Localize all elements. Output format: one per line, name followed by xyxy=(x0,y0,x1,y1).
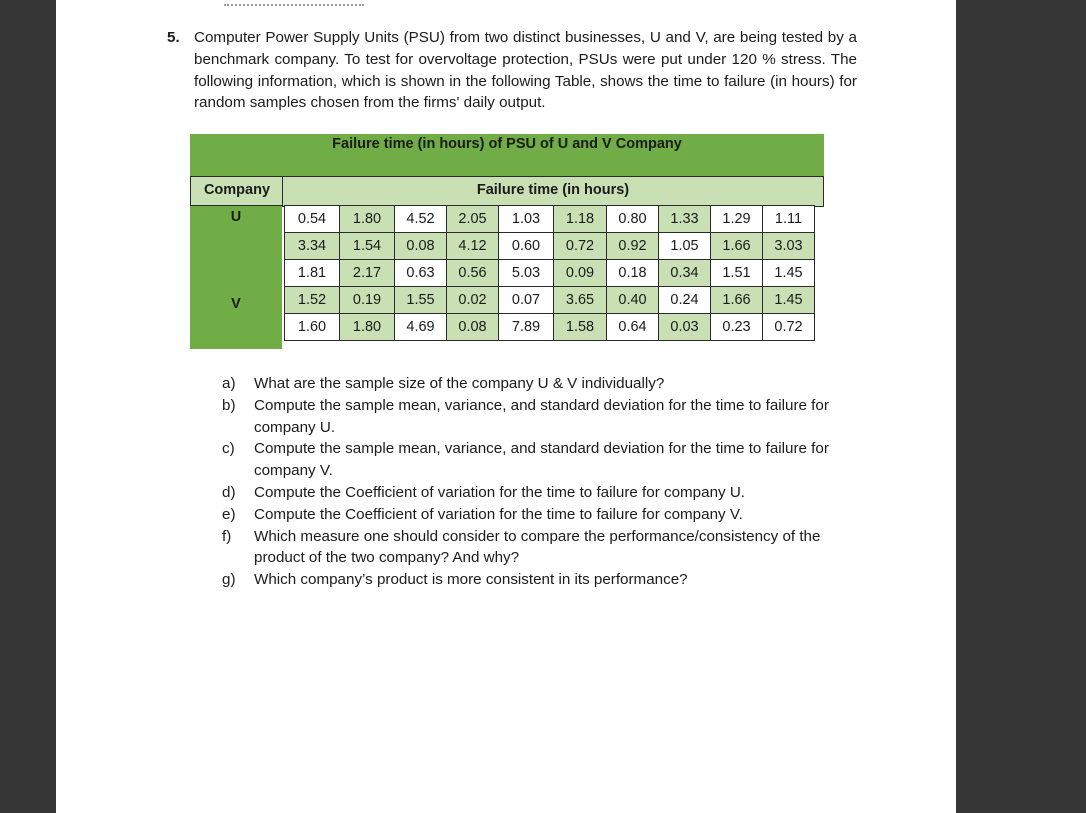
table-cell: 0.56 xyxy=(447,260,499,287)
subquestion-letter: a) xyxy=(222,375,236,392)
group-label-u: U xyxy=(230,209,242,225)
table-cell: 3.34 xyxy=(285,233,340,260)
table-cell: 1.80 xyxy=(340,206,395,233)
table-cell: 0.07 xyxy=(499,287,554,314)
table-cell: 0.64 xyxy=(607,314,659,341)
subquestion-letter: b) xyxy=(222,396,236,414)
table-cell: 0.34 xyxy=(659,260,711,287)
group-label-v: V xyxy=(231,296,241,312)
table-cell: 0.92 xyxy=(607,233,659,260)
table-cell: 1.03 xyxy=(499,206,554,233)
table-cell: 1.60 xyxy=(285,314,340,341)
subquestion-letter: e) xyxy=(222,505,236,523)
table-cell: 0.40 xyxy=(607,287,659,314)
table-cell: 0.63 xyxy=(395,260,447,287)
table-cell: 0.09 xyxy=(554,260,607,287)
table-cell: 1.54 xyxy=(340,233,395,260)
table-cell: 0.02 xyxy=(447,287,499,314)
table-cell: 0.72 xyxy=(554,233,607,260)
table-cell: 4.12 xyxy=(447,233,499,260)
table-cell: 3.65 xyxy=(554,287,607,314)
table-cell: 1.18 xyxy=(554,206,607,233)
subquestion-list xyxy=(222,373,862,591)
table-cell: 5.03 xyxy=(499,260,554,287)
table-cell: 1.55 xyxy=(395,287,447,314)
table-cell: 1.58 xyxy=(554,314,607,341)
table-cell: 1.66 xyxy=(711,287,763,314)
table-cell: 1.11 xyxy=(763,206,815,233)
subquestion-item xyxy=(222,526,862,570)
table-cell: 1.51 xyxy=(711,260,763,287)
table-cell: 1.29 xyxy=(711,206,763,233)
subquestion-letter: g) xyxy=(222,571,236,589)
failure-time-header-cell xyxy=(282,176,824,207)
table-cell: 2.17 xyxy=(340,260,395,287)
subquestion-text: Which measure one should consider to compare the performance/consistency of the product of the two company? And why? xyxy=(254,527,821,567)
table-cell: 4.69 xyxy=(395,314,447,341)
table-cell: 0.08 xyxy=(447,314,499,341)
table-cell: 0.23 xyxy=(711,314,763,341)
table-cell: 1.45 xyxy=(763,260,815,287)
subquestion-item xyxy=(222,373,862,395)
subquestion-item xyxy=(222,569,862,591)
subquestion-text: Compute the sample mean, variance, and standard deviation for the time to failure for company U. xyxy=(254,396,829,436)
table-cell: 1.33 xyxy=(659,206,711,233)
table-row xyxy=(285,314,815,341)
subquestion-text: What are the sample size of the company U & V individually? xyxy=(254,375,665,392)
company-header: Company xyxy=(203,182,271,198)
subquestion-item xyxy=(222,504,862,526)
table-row xyxy=(285,260,815,287)
table-cell: 4.52 xyxy=(395,206,447,233)
table-row xyxy=(285,233,815,260)
cropped-previous-line xyxy=(224,0,364,6)
question-number: 5. xyxy=(167,29,180,46)
question-text: Computer Power Supply Units (PSU) from two distinct businesses, U and V, are being tested by a benchmark company. To test for overvoltage protection, PSUs were put under 120 % stress. The following information, which is shown in the following Table, shows the time to failure (in hours) for random samples chosen from the firms' daily output. xyxy=(194,29,857,112)
table-cell: 0.72 xyxy=(763,314,815,341)
document-page xyxy=(56,0,956,813)
subquestion-text: Compute the sample mean, variance, and standard deviation for the time to failure for company V. xyxy=(254,440,829,480)
subquestion-text: Compute the Coefficient of variation for the time to failure for company V. xyxy=(254,505,743,523)
table-cell: 1.52 xyxy=(285,287,340,314)
table-cell: 0.54 xyxy=(285,206,340,233)
table-cell: 1.66 xyxy=(711,233,763,260)
subquestion-letter: d) xyxy=(222,483,236,501)
failure-time-header: Failure time (in hours) xyxy=(476,182,630,198)
table-cell: 1.45 xyxy=(763,287,815,314)
subquestion-item xyxy=(222,438,862,482)
table-cell: 0.60 xyxy=(499,233,554,260)
table-cell: 1.80 xyxy=(340,314,395,341)
subquestion-item xyxy=(222,395,862,439)
question-5 xyxy=(167,27,857,114)
subquestion-letter: f) xyxy=(222,527,232,545)
company-header-cell xyxy=(190,176,284,206)
table-cell: 0.03 xyxy=(659,314,711,341)
table-cell: 0.80 xyxy=(607,206,659,233)
table-row xyxy=(285,287,815,314)
table-cell: 7.89 xyxy=(499,314,554,341)
table-cell: 3.03 xyxy=(763,233,815,260)
table-cell: 0.18 xyxy=(607,260,659,287)
table-cell: 2.05 xyxy=(447,206,499,233)
table-row xyxy=(285,206,815,233)
subquestion-text: Which company’s product is more consistent in its performance? xyxy=(254,571,688,589)
table-cell: 0.08 xyxy=(395,233,447,260)
table-title: Failure time (in hours) of PSU of U and V Company xyxy=(332,136,682,152)
table-cell: 0.19 xyxy=(340,287,395,314)
table-cell: 1.05 xyxy=(659,233,711,260)
failure-time-table xyxy=(284,205,815,341)
table-cell: 0.24 xyxy=(659,287,711,314)
subquestion-item xyxy=(222,482,862,504)
table-cell: 1.81 xyxy=(285,260,340,287)
subquestion-letter: c) xyxy=(222,440,235,458)
subquestion-text: Compute the Coefficient of variation for the time to failure for company U. xyxy=(254,483,746,501)
table-title-band xyxy=(190,134,824,176)
